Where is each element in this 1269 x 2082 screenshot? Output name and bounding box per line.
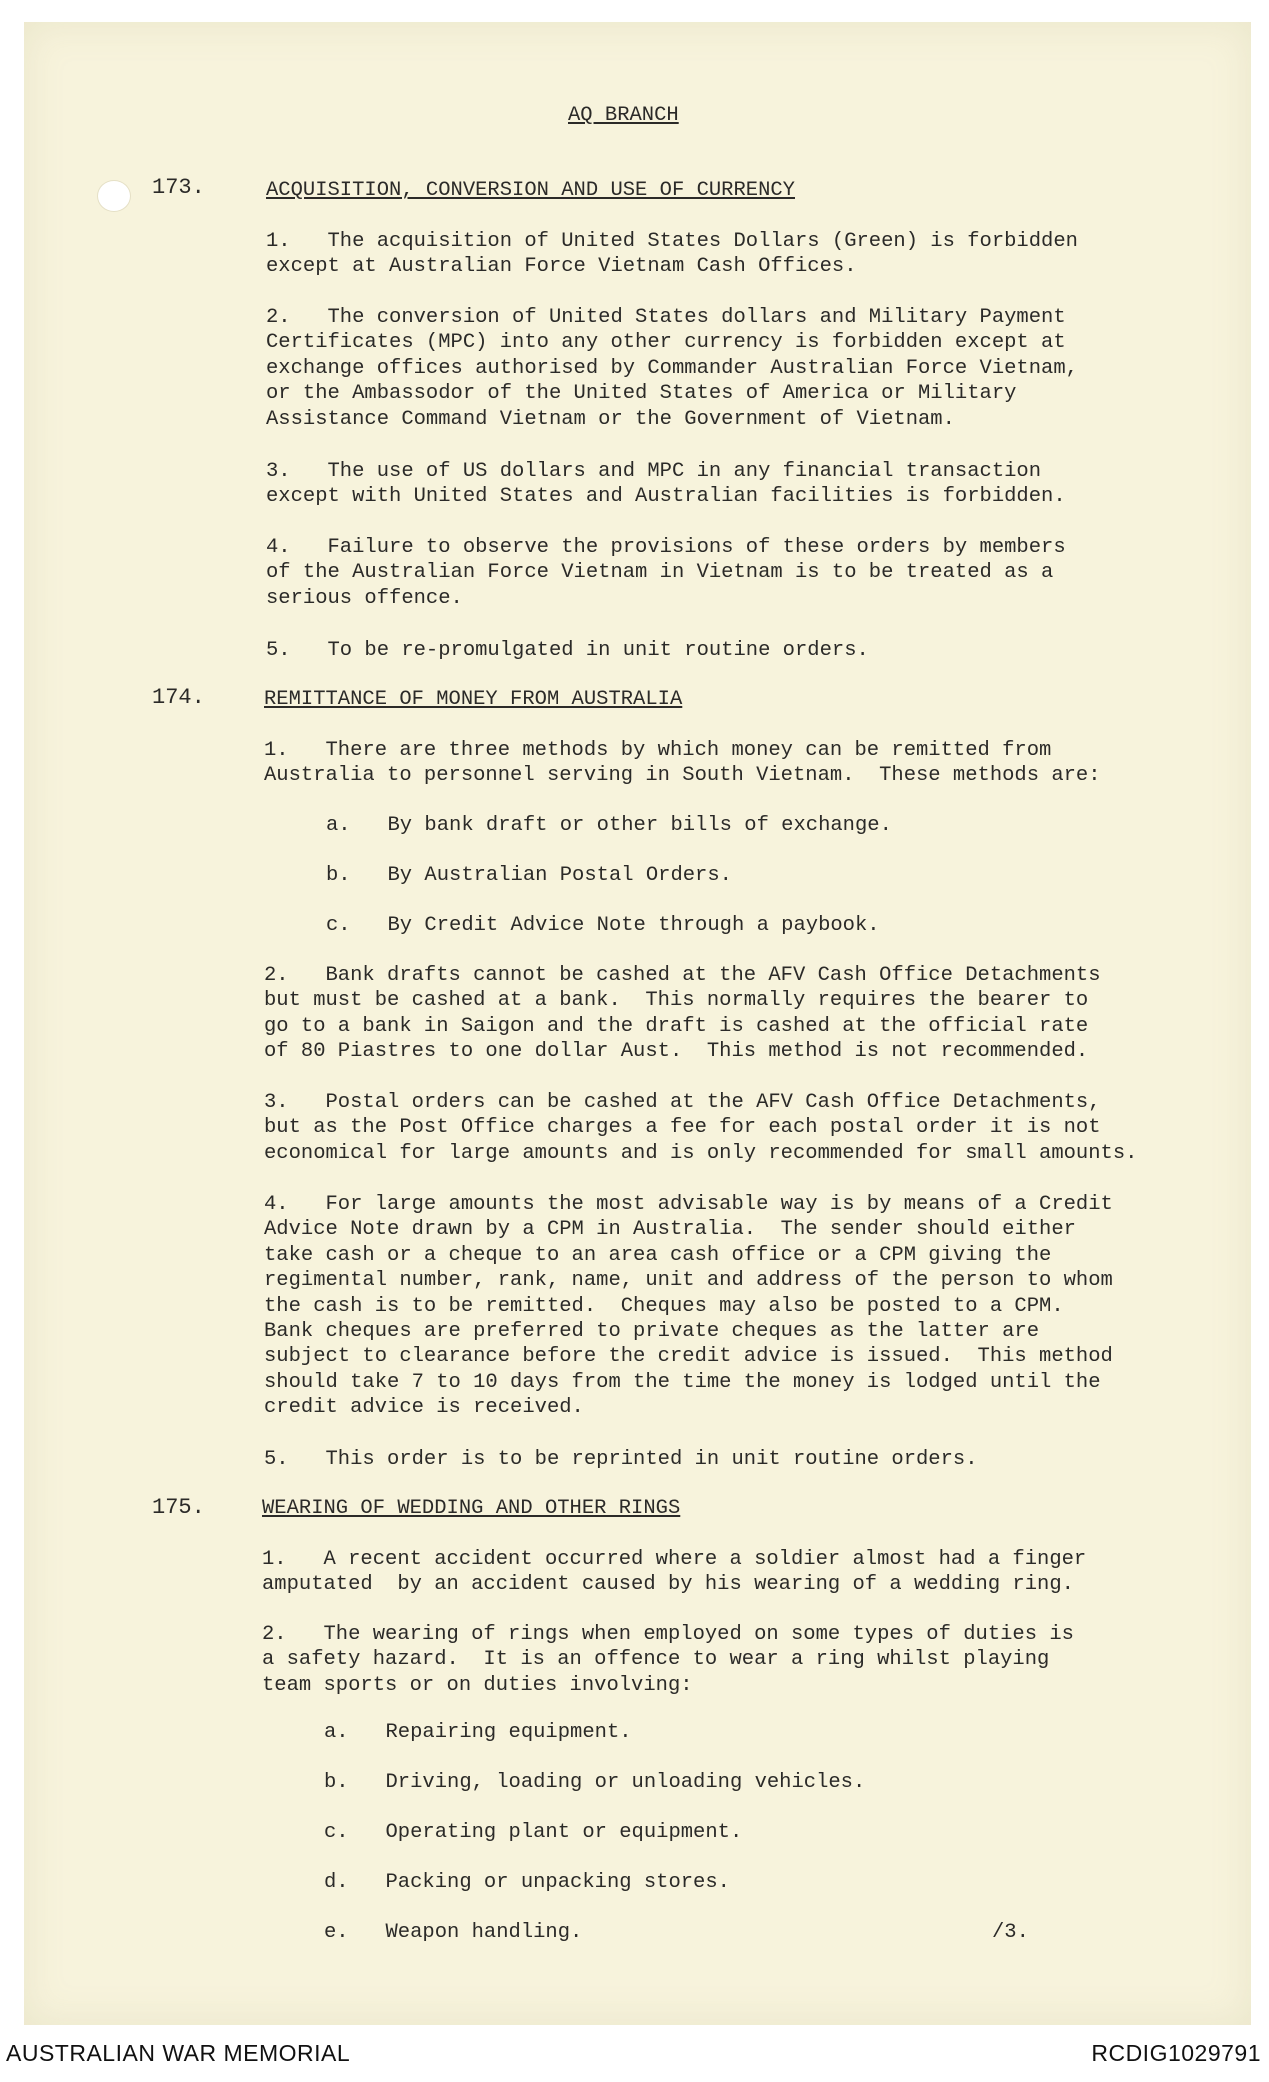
paragraph: 5. To be re-promulgated in unit routine orders. <box>266 639 869 662</box>
paragraph: 3. Postal orders can be cashed at the AFV Cash Office Detachments, but as the Post Office charges a fee for each postal order it is not economical for large amounts and is only recommended for small amounts. <box>264 1091 1138 1165</box>
section-title: WEARING OF WEDDING AND OTHER RINGS <box>262 1497 681 1520</box>
punch-hole <box>97 180 131 212</box>
paragraph: 1. The acquisition of United States Dollars (Green) is forbidden except at Australian Force Vietnam Cash Offices. <box>266 230 1078 279</box>
paragraph: 4. For large amounts the most advisable way is by means of a Credit Advice Note drawn by a CPM in Australia. The sender should either take cash or a cheque to an area cash office or a CPM giving the regimental number, rank, name, unit and address of the person to whom the cash is to be remitted. Cheques may also be posted to a CPM. Bank cheques are preferred to private cheques as the latter are subject to clearance before the credit advice is issued. This method should take 7 to 10 days from the time the money is lodged until the credit advice is received. <box>264 1193 1113 1420</box>
section-number: 174. <box>152 685 205 710</box>
page-continuation: /3. <box>992 1921 1029 1944</box>
list-item: b. Driving, loading or unloading vehicles. <box>324 1771 866 1794</box>
list-item: e. Weapon handling. <box>324 1921 583 1944</box>
page-heading: AQ BRANCH <box>568 104 679 127</box>
list-item: a. Repairing equipment. <box>324 1721 632 1744</box>
list-item: b. By Australian Postal Orders. <box>326 864 732 887</box>
list-item: c. By Credit Advice Note through a paybook. <box>326 914 880 937</box>
footer-id: RCDIG1029791 <box>1091 2040 1261 2066</box>
paragraph: 2. The conversion of United States dollars and Military Payment Certificates (MPC) into any other currency is forbidden except at exchange offices authorised by Commander Australian Force Vietnam, or the Ambassodor of the United States of America or Military Assistance Command Vietnam or the Government of Vietnam. <box>266 306 1078 431</box>
list-item: d. Packing or unpacking stores. <box>324 1871 730 1894</box>
paragraph: 3. The use of US dollars and MPC in any financial transaction except with United States and Australian facilities is forbidden. <box>266 460 1066 509</box>
section-title: REMITTANCE OF MONEY FROM AUSTRALIA <box>264 688 683 711</box>
section-number: 173. <box>152 175 205 200</box>
footer-source: AUSTRALIAN WAR MEMORIAL <box>6 2040 351 2066</box>
paragraph: 2. The wearing of rings when employed on some types of duties is a safety hazard. It is an offence to wear a ring whilst playing team sports or on duties involving: <box>262 1623 1074 1697</box>
section-number: 175. <box>152 1495 205 1520</box>
list-item: a. By bank draft or other bills of exchange. <box>326 814 892 837</box>
paragraph: 5. This order is to be reprinted in unit routine orders. <box>264 1448 978 1471</box>
paragraph: 1. A recent accident occurred where a soldier almost had a finger amputated by an accident caused by his wearing of a wedding ring. <box>262 1548 1087 1597</box>
section-title: ACQUISITION, CONVERSION AND USE OF CURRENCY <box>266 179 795 202</box>
paragraph: 4. Failure to observe the provisions of these orders by members of the Australian Force Vietnam in Vietnam is to be treated as a serious offence. <box>266 536 1066 610</box>
paragraph: 2. Bank drafts cannot be cashed at the AFV Cash Office Detachments but must be cashed at a bank. This normally requires the bearer to go to a bank in Saigon and the draft is cashed at the official rate of 80 Piastres to one dollar Aust. This method is not recommended. <box>264 964 1101 1064</box>
list-item: c. Operating plant or equipment. <box>324 1821 743 1844</box>
paragraph: 1. There are three methods by which money can be remitted from Australia to personnel serving in South Vietnam. These methods are: <box>264 739 1101 788</box>
